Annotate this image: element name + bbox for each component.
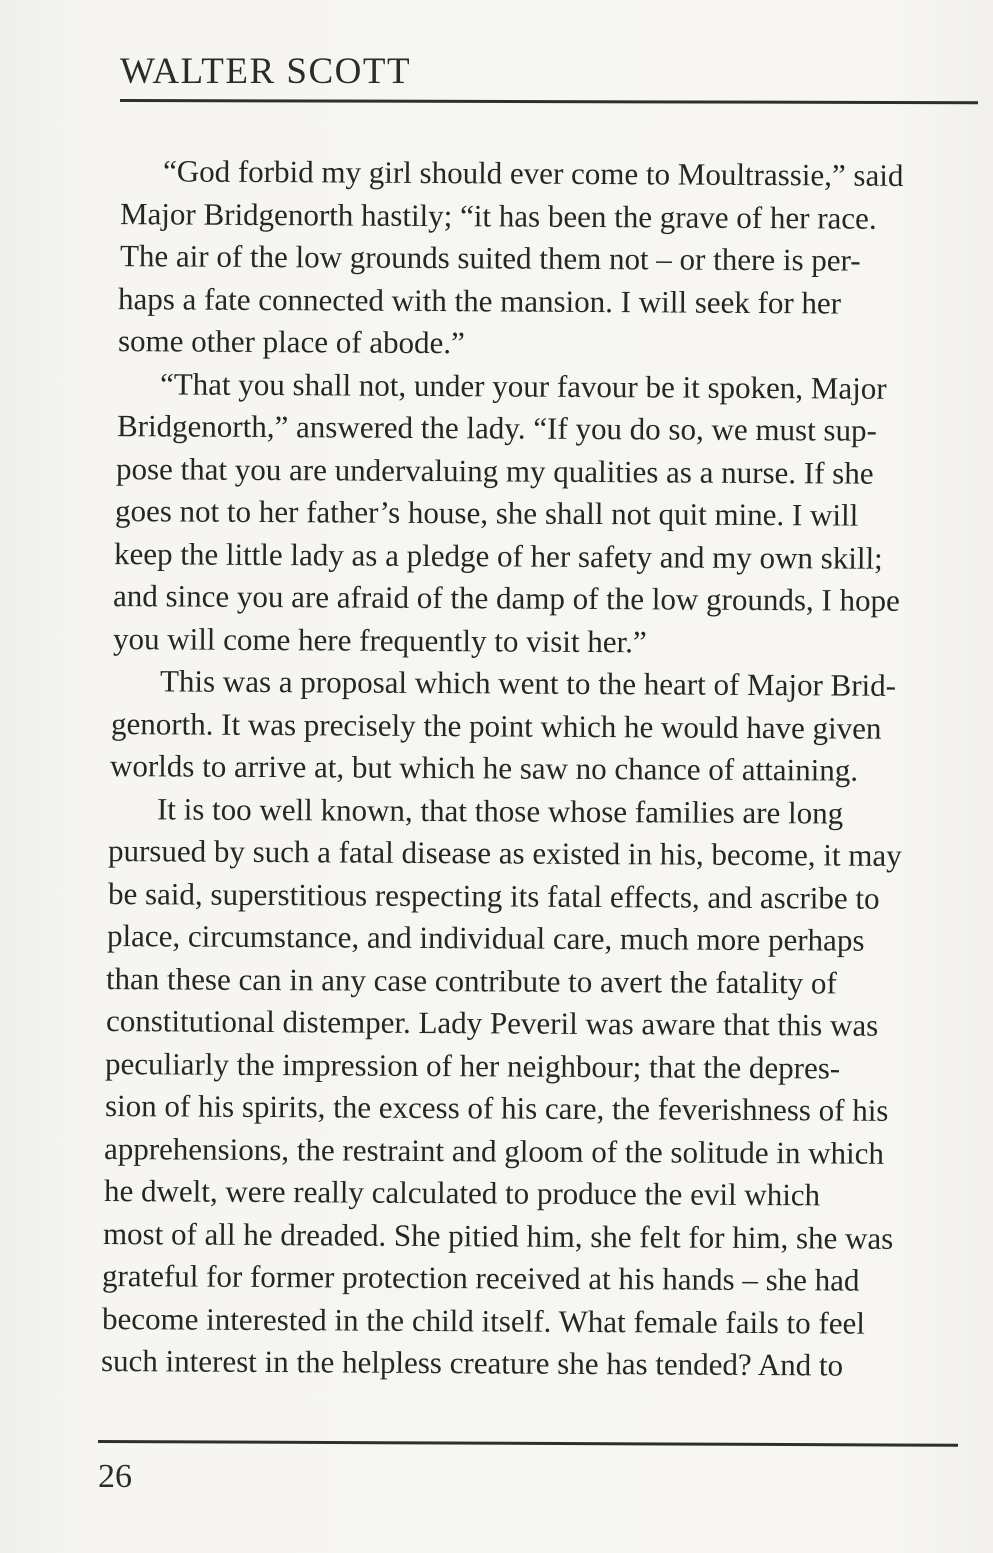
- text-line: pose that you are undervaluing my qualities as a nurse. If she: [115, 450, 874, 491]
- text-line: “God forbid my girl should ever come to Moultrassie,” said: [162, 153, 904, 193]
- text-line: The air of the low grounds suited them not – or there is per-: [119, 238, 861, 278]
- text-line: goes not to her father’s house, she shall not quit mine. I will: [114, 493, 859, 533]
- text-line: he dwelt, were really calculated to produce the evil which: [103, 1173, 821, 1213]
- page-number: 26: [98, 1458, 132, 1495]
- text-line: keep the little lady as a pledge of her safety and my own skill;: [113, 535, 883, 576]
- text-line: sion of his spirits, the excess of his care, the feverishness of his: [104, 1088, 889, 1128]
- footer-rule: [98, 1440, 958, 1447]
- text-line: be said, superstitious respecting its fatal effects, and ascribe to: [107, 875, 880, 916]
- text-line: some other place of abode.”: [117, 323, 465, 361]
- body-text: [100, 150, 980, 1383]
- text-line: grateful for former protection received at his hands – she had: [101, 1258, 860, 1298]
- text-line: and since you are afraid of the damp of the low grounds, I hope: [112, 578, 900, 618]
- text-line: worlds to arrive at, but which he saw no chance of attaining.: [109, 748, 859, 788]
- text-line: haps a fate connected with the mansion. I will seek for her: [117, 280, 842, 321]
- text-line: apprehensions, the restraint and gloom of the solitude in which: [103, 1130, 885, 1171]
- text-line: than these can in any case contribute to avert the fatality of: [105, 960, 837, 1001]
- header-rule: [120, 99, 978, 104]
- text-line: peculiarly the impression of her neighbour; that the depres-: [104, 1045, 841, 1086]
- running-head: WALTER SCOTT: [120, 51, 412, 92]
- text-line: It is too well known, that those whose families are long: [156, 790, 844, 831]
- text-line: place, circumstance, and individual care, much more perhaps: [106, 918, 865, 958]
- text-line: Bridgenorth,” answered the lady. “If you do so, we must sup-: [116, 408, 878, 448]
- text-line: genorth. It was precisely the point which he would have given: [110, 705, 882, 746]
- text-line: become interested in the child itself. What female fails to feel: [101, 1300, 866, 1341]
- text-line: Major Bridgenorth hastily; “it has been the grave of her race.: [119, 195, 877, 236]
- text-line: such interest in the helpless creature she has tended? And to: [100, 1343, 844, 1383]
- text-line: pursued by such a fatal disease as existed in his, become, it may: [107, 833, 902, 873]
- text-line: This was a proposal which went to the heart of Major Brid-: [159, 663, 897, 703]
- text-line: most of all he dreaded. She pitied him, she felt for him, she was: [102, 1215, 894, 1256]
- text-line: “That you shall not, under your favour be it spoken, Major: [159, 365, 887, 406]
- text-line: constitutional distemper. Lady Peveril was aware that this was: [105, 1003, 879, 1043]
- text-line: you will come here frequently to visit her.”: [112, 620, 647, 659]
